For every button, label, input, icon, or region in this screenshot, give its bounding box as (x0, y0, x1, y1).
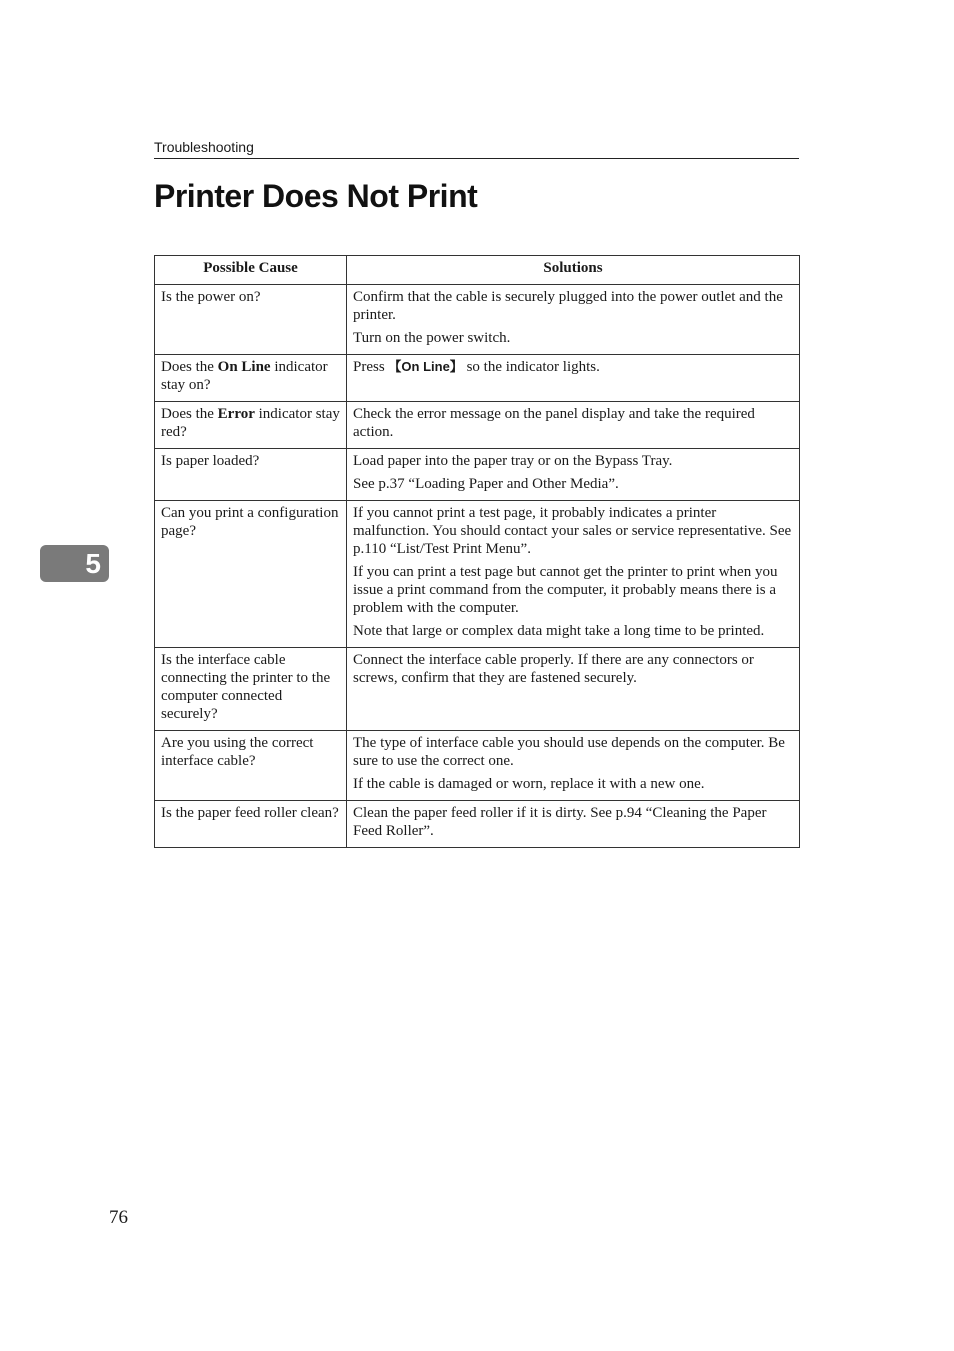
solutions-cell (347, 801, 800, 848)
chapter-tab: 5 (40, 545, 109, 582)
solution-text: Turn on the power switch. (353, 330, 511, 346)
running-head: Troubleshooting (154, 139, 799, 159)
solutions-cell (347, 501, 800, 648)
solution-text: Clean the paper feed roller if it is dirty. See p.94 “Cleaning the Paper Feed Roller”. (353, 805, 767, 839)
cause-cell: Is the interface cable connecting the printer to the computer connected securely? (155, 648, 347, 731)
solution-text: Load paper into the paper tray or on the Bypass Tray. (353, 453, 673, 469)
solution-text: If the cable is damaged or worn, replace it with a new one. (353, 776, 705, 792)
cause-text: indicator stay red? (161, 406, 340, 440)
table-row (155, 355, 800, 402)
solution-text-part: so the indicator lights. (462, 359, 600, 375)
cause-text: indicator stay on? (161, 359, 328, 393)
cause-cell (155, 402, 347, 449)
solution-text-part: Press (353, 359, 389, 375)
solution-text: Check the error message on the panel display and take the required action. (353, 406, 755, 440)
solutions-cell (347, 355, 800, 402)
solution-text: Confirm that the cable is securely plugged into the power outlet and the printer. (353, 289, 783, 323)
solutions-cell (347, 402, 800, 449)
page-title: Printer Does Not Print (154, 178, 478, 214)
solutions-cell (347, 648, 800, 731)
header-solutions: Solutions (347, 256, 800, 285)
table-row (155, 449, 800, 501)
table-row (155, 501, 800, 648)
cause-cell: Is the power on? (155, 285, 347, 355)
solution-text (353, 358, 793, 376)
cause-cell: Can you print a configuration page? (155, 501, 347, 648)
solution-text: The type of interface cable you should use depends on the computer. Be sure to use the correct one. (353, 735, 785, 769)
cause-cell: Are you using the correct interface cable? (155, 731, 347, 801)
page-number: 76 (109, 1207, 128, 1228)
solutions-cell (347, 449, 800, 501)
online-key-label: 【On Line】 (388, 359, 463, 374)
cause-text: Does the (161, 359, 218, 375)
troubleshooting-table (154, 255, 800, 848)
header-possible-cause: Possible Cause (155, 256, 347, 285)
indicator-name: Error (217, 406, 255, 422)
solutions-cell (347, 285, 800, 355)
solution-text: If you cannot print a test page, it probably indicates a printer malfunction. You should contact your sales or service representative. See p.110 “List/Test Print Menu”. (353, 505, 792, 557)
table-row (155, 402, 800, 449)
table-row (155, 731, 800, 801)
solutions-cell (347, 731, 800, 801)
table-row (155, 648, 800, 731)
cause-cell (155, 355, 347, 402)
cause-text: Does the (161, 406, 218, 422)
cause-cell: Is paper loaded? (155, 449, 347, 501)
solution-text: Note that large or complex data might take a long time to be printed. (353, 623, 765, 639)
indicator-name: On Line (217, 359, 271, 375)
table-row (155, 801, 800, 848)
solution-text: If you can print a test page but cannot get the printer to print when you issue a print command from the computer, it probably means there is a problem with the computer. (353, 564, 778, 616)
table-header-row (155, 256, 800, 285)
cause-cell: Is the paper feed roller clean? (155, 801, 347, 848)
solution-text: See p.37 “Loading Paper and Other Media”. (353, 476, 619, 492)
solution-text: Connect the interface cable properly. If there are any connectors or screws, confirm that they are fastened securely. (353, 652, 754, 686)
table-row (155, 285, 800, 355)
